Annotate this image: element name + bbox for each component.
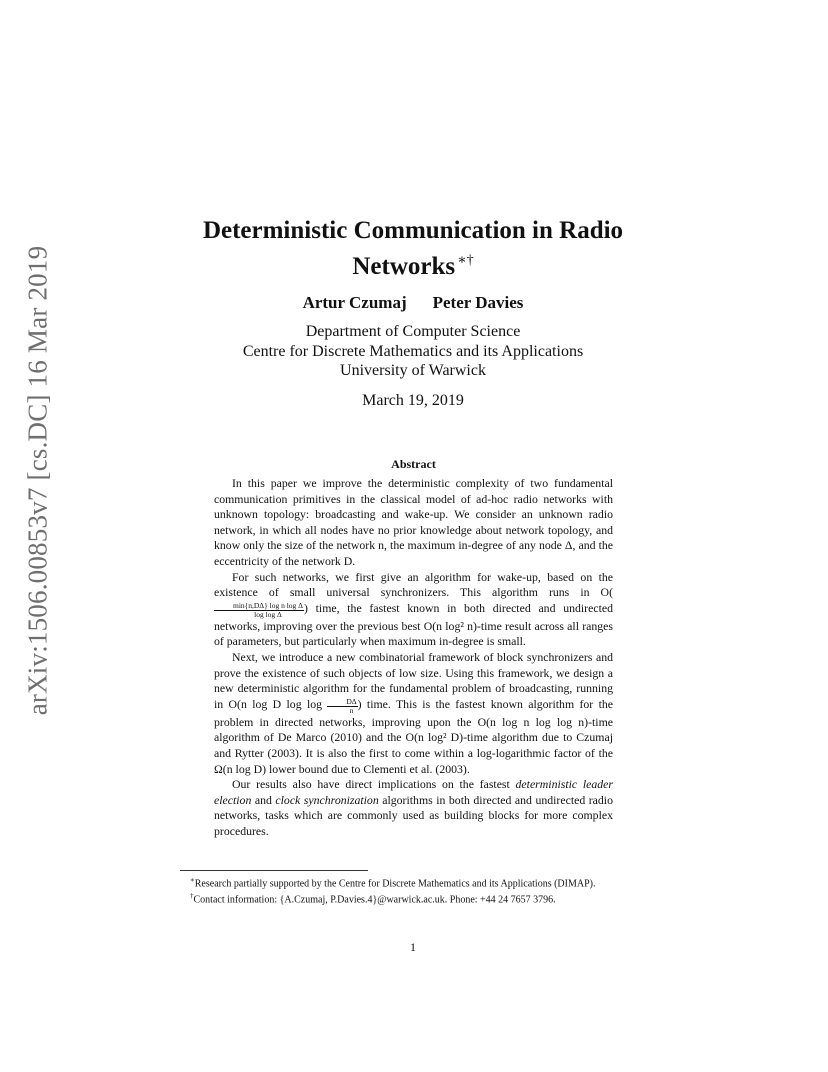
footnote-divider [180, 870, 368, 871]
abstract-p3-fraction [327, 698, 357, 715]
footnote-1-mark: ∗ [190, 876, 195, 884]
abstract-p2-fraction [214, 602, 304, 619]
footnote-2 [180, 890, 648, 906]
abstract-p2-part-b: ) time, the fastest known in both directed and undirected networks, improving over the previous best O(n log² n)-time result across all ranges of parameters, but particularly when maximum in-degree is small. [214, 600, 613, 649]
affiliation-line-3: University of Warwick [340, 362, 486, 379]
abstract-p3-part-b: ) time. This is the fastest known algorithm for the problem in directed networks, improving upon the O(n log n log log n)-time algorithm of De Marco (2010) and the O(n log² D)-time algorithm due to Czumaj and Rytter (2003). It is also the first to come within a log-logarithmic factor of the Ω(n log D) lower bound due to Clementi et al. (2003). [214, 696, 613, 776]
author-2: Peter Davies [432, 293, 524, 312]
fraction-denominator: log log Δ [254, 609, 282, 619]
abstract-heading: Abstract [391, 457, 436, 471]
abstract-paragraph-2 [214, 570, 613, 650]
abstract-paragraph-4 [214, 777, 613, 839]
footnote-2-mark: † [190, 892, 194, 901]
abstract-p4-emphasis-1: deterministic leader election [214, 777, 613, 807]
affiliation-line-2: Centre for Discrete Mathematics and its Applications [242, 342, 584, 360]
abstract-paragraph-3 [214, 650, 613, 777]
arxiv-identifier-text: arXiv:1506.00853v7 [cs.DC] 16 Mar 2019 [22, 245, 53, 715]
footnote-1-text: Research partially supported by the Centre for Discrete Mathematics and its Applications (DIMAP). [194, 878, 596, 890]
title-footnote-marks: ∗† [457, 253, 474, 268]
author-1: Artur Czumaj [302, 293, 407, 312]
author-list [150, 293, 676, 313]
footnotes [180, 874, 648, 907]
arxiv-identifier-stamp [20, 245, 56, 715]
page-number: 1 [410, 940, 416, 954]
fraction-denominator: n [349, 705, 354, 715]
abstract-paragraph-1: In this paper we improve the deterministic complexity of two fundamental communication primitives in the classical model of ad-hoc radio networks with unknown topology: broadcasting and wake-up. We consider an unknown radio network, in which all nodes have no prior knowledge about network topology, and know only the size of the network n, the maximum in-degree of any node Δ, and the eccentricity of the network D. [214, 476, 613, 568]
abstract-p4-part-a: Our results also have direct implications on the fastest [232, 777, 516, 792]
affiliation [150, 322, 676, 381]
fraction-numerator: min{n,DΔ} log n log Δ [214, 602, 304, 611]
fraction-numerator: DΔ [327, 698, 357, 707]
abstract-p4-part-b: and [251, 792, 276, 807]
affiliation-line-1: Department of Computer Science [305, 323, 521, 340]
title-line-2 [150, 246, 676, 282]
paper-date: March 19, 2019 [362, 392, 464, 409]
title-line-1: Deterministic Communication in Radio [202, 217, 624, 244]
footnote-2-text: Contact information: {A.Czumaj, P.Davies.4}@warwick.ac.uk. Phone: +44 24 7657 3796. [193, 894, 556, 906]
footnote-1 [180, 874, 648, 890]
abstract-p2-part-a: For such networks, we first give an algorithm for wake-up, based on the existence of small universal synchronizers. This algorithm runs in O( [214, 569, 613, 600]
title-line-2-text: Networks [352, 253, 456, 280]
paper-title [150, 216, 676, 282]
abstract-body [214, 476, 613, 839]
abstract-p3-part-a: Next, we introduce a new combinatorial framework of block synchronizers and prove the existence of such objects of low size. Using this framework, we design a new deterministic algorithm for the fundamental problem of broadcasting, running in O(n log D log log [214, 649, 613, 711]
abstract-p4-part-c: algorithms in both directed and undirected radio networks, tasks which are commonly used as building blocks for more complex procedures. [214, 792, 613, 838]
abstract-p4-emphasis-2: clock synchronization [275, 792, 379, 807]
